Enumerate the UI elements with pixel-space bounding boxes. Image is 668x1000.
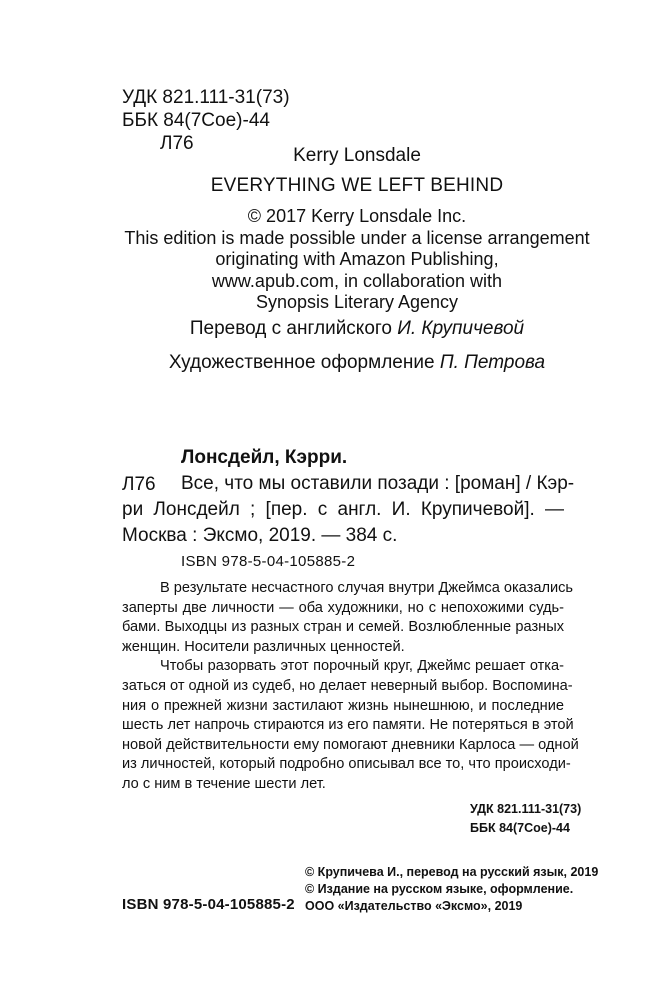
udk-code: УДК 821.111-31(73): [122, 87, 290, 108]
annotation-line: женщин. Носители различных ценностей.: [122, 638, 405, 655]
bbk-code: ББК 84(7Сое)-44: [122, 110, 270, 131]
annotation-line: из личностей, который подробно описывал все то, что происходи-: [122, 756, 571, 773]
bottom-bbk-code: ББК 84(7Сое)-44: [470, 821, 570, 835]
author-mark: Л76: [160, 133, 194, 154]
translation-credit: [0, 318, 668, 340]
license-line: © 2017 Kerry Lonsdale Inc.: [247, 206, 467, 226]
license-line: Synopsis Literary Agency: [255, 292, 459, 312]
annotation-line: бами. Выходцы из разных стран и семей. Возлюбленные разных: [122, 619, 564, 636]
catalog-line: Москва : Эксмо, 2019. — 384 с.: [122, 525, 398, 546]
bottom-udk-code: УДК 821.111-31(73): [470, 802, 582, 816]
copyright-block: [305, 864, 598, 915]
translation-label: Перевод с английского: [189, 318, 392, 339]
license-notice: [0, 206, 668, 314]
designer-name: П. Петрова: [439, 352, 546, 373]
annotation-line: новой действительности ему помогают дневники Карлоса — одной: [122, 736, 579, 753]
copyright-line: ООО «Издательство «Эксмо», 2019: [305, 899, 523, 913]
annotation-line: ло с ним в течение шести лет.: [122, 775, 326, 792]
bottom-classification-codes: [470, 800, 581, 838]
annotation-line: шесть лет напрочь стираются из его памяти. Не потеряться в этой: [122, 717, 574, 734]
license-line: This edition is made possible under a license arrangement: [124, 227, 590, 248]
annotation-line: заперты две личности — оба художники, но с непохожими судь-: [122, 599, 564, 616]
translator-name: И. Крупичевой: [397, 318, 525, 339]
design-credit: [0, 352, 668, 374]
design-label: Художественное оформление: [168, 352, 435, 373]
license-line: originating with Amazon Publishing,: [215, 249, 499, 269]
annotation-line: В результате несчастного случая внутри Джеймса оказались: [160, 580, 574, 596]
original-author: Kerry Lonsdale: [293, 145, 421, 166]
annotation: [122, 579, 579, 795]
annotation-line: заться от одной из судеб, но делает неверный выбор. Воспомина-: [122, 677, 573, 694]
copyright-line: © Издание на русском языке, оформление.: [305, 882, 574, 896]
license-line: www.apub.com, in collaboration with: [211, 270, 503, 291]
copyright-line: © Крупичева И., перевод на русский язык, 2019: [305, 865, 599, 879]
annotation-line: ния о прежней жизни застилают жизнь нынешнюю, и последние: [122, 697, 564, 714]
original-title: EVERYTHING WE LEFT BEHIND: [210, 175, 504, 196]
catalog-author-mark: Л76: [122, 474, 156, 495]
catalog-author: Лонсдейл, Кэрри.: [181, 447, 348, 468]
catalog-isbn: ISBN 978-5-04-105885-2: [181, 553, 356, 570]
annotation-line: Чтобы разорвать этот порочный круг, Джеймс решает отка-: [160, 658, 564, 675]
catalog-line: ри Лонсдейл ; [пер. с англ. И. Крупичевой]. —: [122, 499, 564, 520]
catalog-line: Все, что мы оставили позади : [роман] / Кэр-: [181, 473, 575, 494]
bottom-isbn: ISBN 978-5-04-105885-2: [122, 896, 295, 913]
